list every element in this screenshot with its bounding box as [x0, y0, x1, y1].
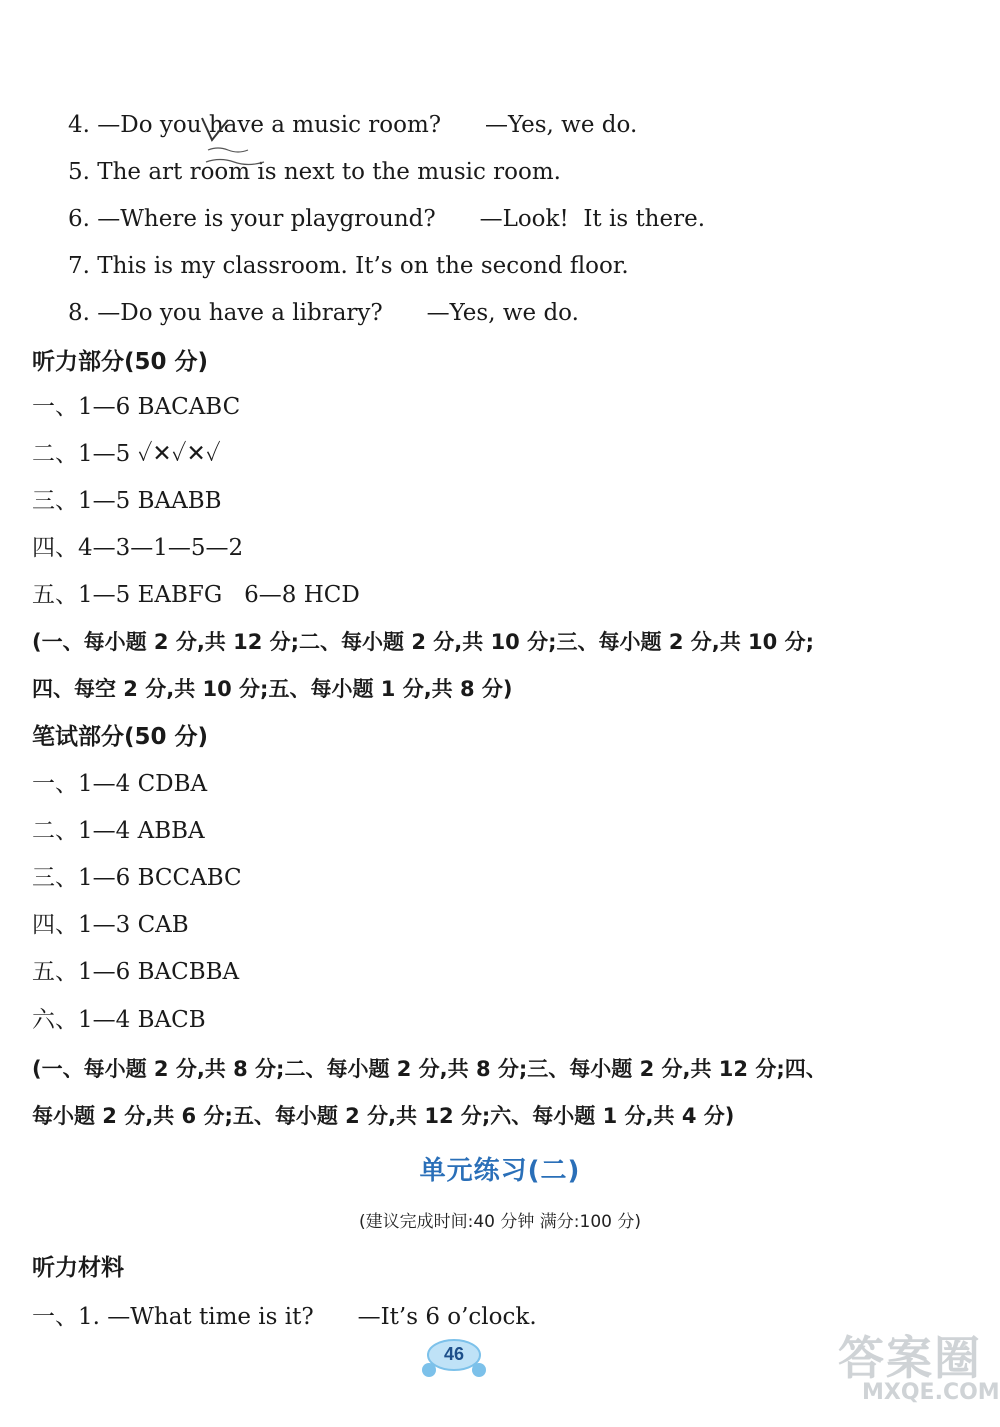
- handwritten-scribble: [198, 110, 278, 180]
- watermark-logo: [820, 1322, 1000, 1417]
- answer-line-6: 6. —Where is your playground? —Look! It is there.: [68, 206, 706, 232]
- listening-score-note-1: (一、每小题 2 分,共 12 分;二、每小题 2 分,共 10 分;三、每小题 2 分,共 10 分;: [32, 630, 814, 654]
- written-item-3: 三、1—6 BCCABC: [32, 865, 242, 891]
- listening-item-5: 五、1—5 EABFG 6—8 HCD: [32, 582, 360, 608]
- written-item-4: 四、1—3 CAB: [32, 912, 189, 938]
- answer-line-7: 7. This is my classroom. It’s on the second floor.: [68, 253, 629, 279]
- written-heading: 笔试部分(50 分): [32, 724, 209, 750]
- written-item-6: 六、1—4 BACB: [32, 1007, 206, 1033]
- listening-item-3: 三、1—5 BAABB: [32, 488, 222, 514]
- answer-line-4: 4. —Do you have a music room? —Yes, we do.: [68, 112, 638, 138]
- listening-material-heading: 听力材料: [32, 1255, 124, 1281]
- listening-score-note-2: 四、每空 2 分,共 10 分;五、每小题 1 分,共 8 分): [32, 677, 513, 701]
- answer-line-5: 5. The art room is next to the music room.: [68, 159, 561, 185]
- written-item-1: 一、1—4 CDBA: [32, 771, 208, 797]
- listening-heading: 听力部分(50 分): [32, 349, 209, 375]
- listening-item-2: 二、1—5 ✓✕✓✕✓: [32, 441, 221, 467]
- written-item-2: 二、1—4 ABBA: [32, 818, 205, 844]
- watermark-text: 答案圈: [838, 1331, 982, 1385]
- listening-item-4: 四、4—3—1—5—2: [32, 535, 244, 561]
- section-subtitle: (建议完成时间:40 分钟 满分:100 分): [358, 1212, 641, 1232]
- page-number: 46: [443, 1344, 465, 1364]
- written-score-note-2: 每小题 2 分,共 6 分;五、每小题 2 分,共 12 分;六、每小题 1 分,共 4 分): [32, 1104, 735, 1128]
- material-item-1: 一、1. —What time is it? —It’s 6 o’clock.: [32, 1304, 537, 1330]
- watermark-url: MXQE.COM: [862, 1380, 1000, 1405]
- page-number-badge: [418, 1335, 490, 1381]
- section-title: 单元练习(二): [419, 1156, 581, 1186]
- answer-line-8: 8. —Do you have a library? —Yes, we do.: [68, 300, 579, 326]
- listening-item-1: 一、1—6 BACABC: [32, 394, 241, 420]
- written-item-5: 五、1—6 BACBBA: [32, 959, 240, 985]
- written-score-note-1: (一、每小题 2 分,共 8 分;二、每小题 2 分,共 8 分;三、每小题 2 分,共 12 分;四、: [32, 1057, 827, 1081]
